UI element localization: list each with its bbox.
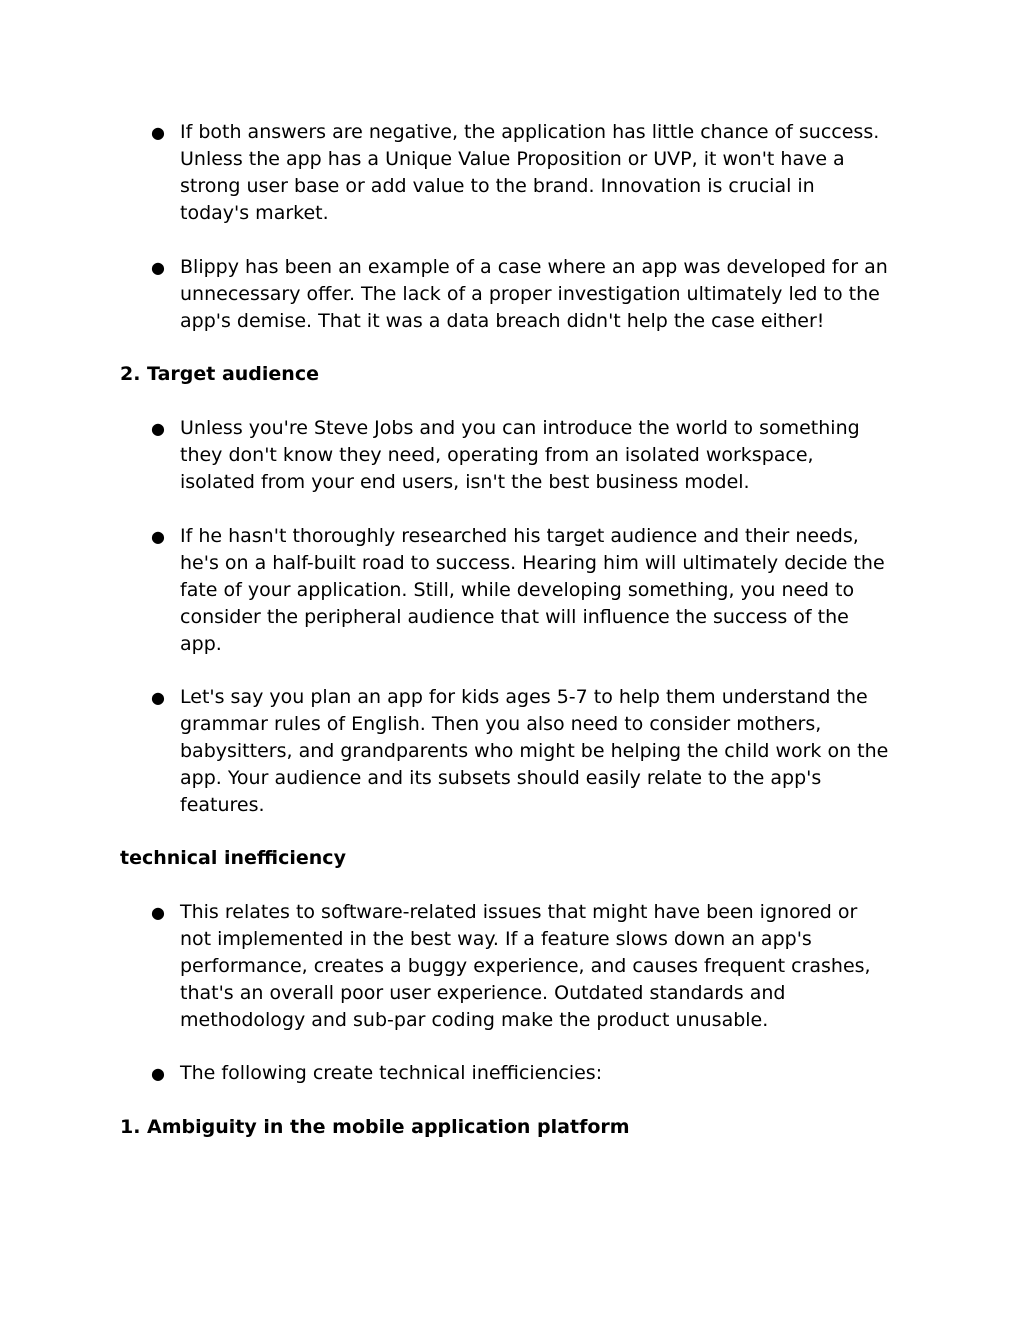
text-line: performance, creates a buggy experience, and causes frequent crashes, <box>180 955 871 977</box>
text-line: methodology and sub-par coding make the product unusable. <box>180 1009 769 1031</box>
text-line: grammar rules of English. Then you also need to consider mothers, <box>180 713 822 735</box>
text-line: strong user base or add value to the brand. Innovation is crucial in <box>180 175 815 197</box>
text-line: If he hasn't thoroughly researched his target audience and their needs, <box>180 525 859 547</box>
text-line: The following create technical inefficiencies: <box>180 1062 603 1084</box>
text-line: they don't know they need, operating from an isolated workspace, <box>180 444 814 466</box>
bullet-text <box>180 684 910 819</box>
text-line: Unless you're Steve Jobs and you can introduce the world to something <box>180 417 860 439</box>
text-line: app. Your audience and its subsets should easily relate to the app's <box>180 767 822 789</box>
text-line: not implemented in the best way. If a feature slows down an app's <box>180 928 812 950</box>
text-line: This relates to software-related issues that might have been ignored or <box>180 901 858 923</box>
text-line: babysitters, and grandparents who might be helping the child work on the <box>180 740 889 762</box>
section-heading: 2. Target audience <box>120 363 319 385</box>
text-line: that's an overall poor user experience. Outdated standards and <box>180 982 786 1004</box>
bullet-dot: ● <box>151 258 165 277</box>
bullet-text <box>180 1060 910 1087</box>
bullet-text <box>180 415 910 496</box>
section-heading: 1. Ambiguity in the mobile application platform <box>120 1116 630 1138</box>
text-line: app. <box>180 633 222 655</box>
bullet-dot: ● <box>151 419 165 438</box>
section-heading: technical inefficiency <box>120 847 346 869</box>
text-line: today's market. <box>180 202 329 224</box>
text-line: Let's say you plan an app for kids ages 5-7 to help them understand the <box>180 686 868 708</box>
bullet-dot: ● <box>151 688 165 707</box>
text-line: Blippy has been an example of a case where an app was developed for an <box>180 256 888 278</box>
bullet-dot: ● <box>151 527 165 546</box>
text-line: isolated from your end users, isn't the best business model. <box>180 471 750 493</box>
text-line: app's demise. That it was a data breach didn't help the case either! <box>180 310 825 332</box>
text-line: he's on a half-built road to success. Hearing him will ultimately decide the <box>180 552 885 574</box>
bullet-dot: ● <box>151 903 165 922</box>
text-line: fate of your application. Still, while developing something, you need to <box>180 579 855 601</box>
bullet-text <box>180 119 910 227</box>
text-line: Unless the app has a Unique Value Proposition or UVP, it won't have a <box>180 148 845 170</box>
bullet-text <box>180 899 910 1034</box>
bullet-text <box>180 523 910 658</box>
text-line: If both answers are negative, the application has little chance of success. <box>180 121 880 143</box>
bullet-dot: ● <box>151 1064 165 1083</box>
text-line: consider the peripheral audience that will influence the success of the <box>180 606 849 628</box>
bullet-text <box>180 254 910 335</box>
bullet-dot: ● <box>151 123 165 142</box>
text-line: unnecessary offer. The lack of a proper investigation ultimately led to the <box>180 283 880 305</box>
text-line: features. <box>180 794 265 816</box>
